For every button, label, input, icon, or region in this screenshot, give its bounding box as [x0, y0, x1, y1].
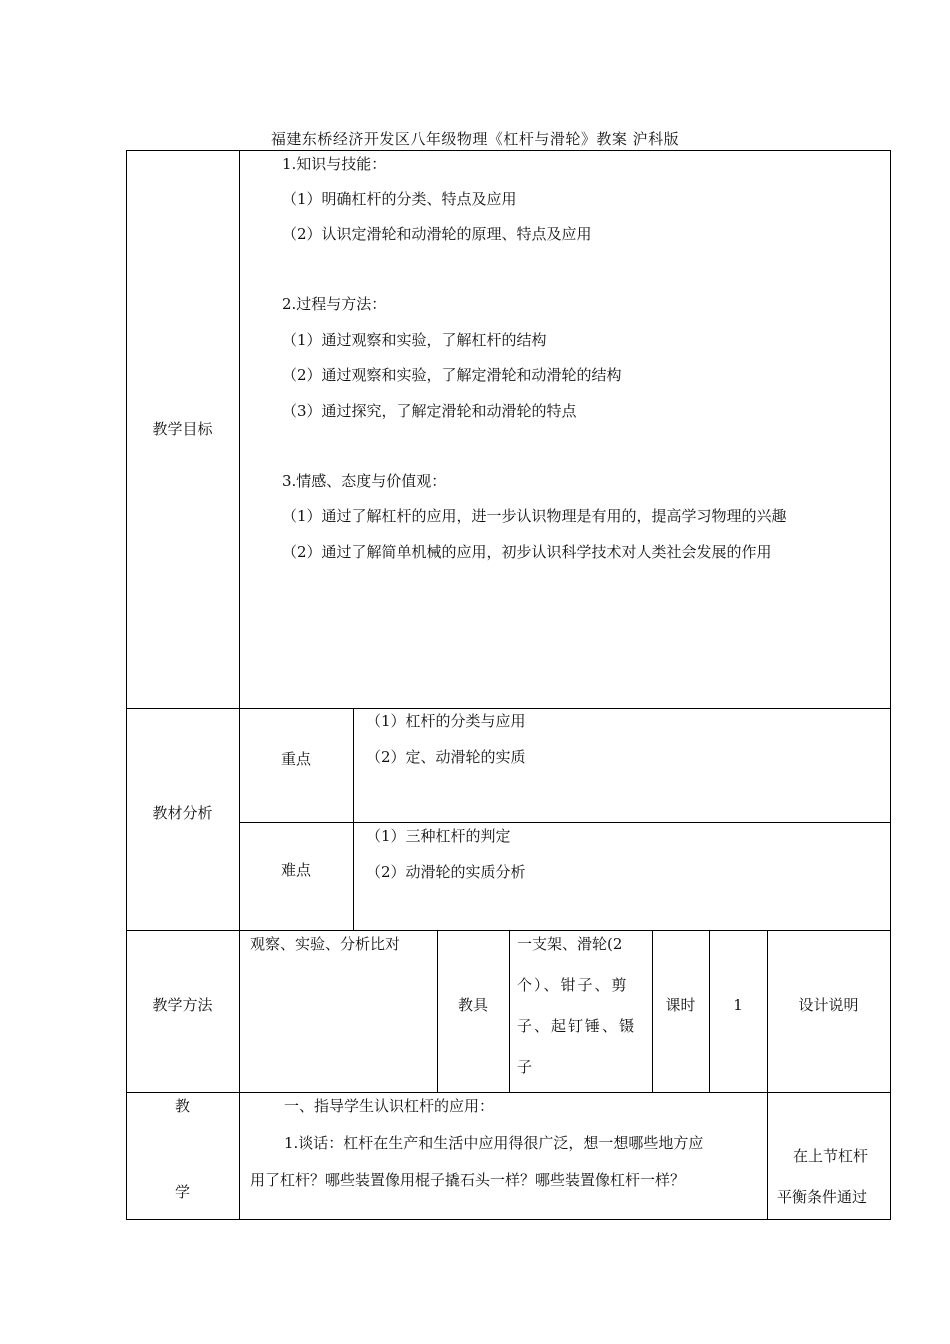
methods-label: 教学方法: [152, 996, 213, 1014]
hours-value: 1: [733, 996, 743, 1014]
process-line: 1.谈话：杠杆在生产和生活中应用得很广泛，想一想哪些地方应: [284, 1134, 704, 1152]
objective-line: 2.过程与方法：: [282, 295, 387, 313]
objective-line: 1.知识与技能：: [282, 155, 387, 173]
objective-line: （2）认识定滑轮和动滑轮的原理、特点及应用: [282, 225, 592, 243]
process-label-char: 学: [174, 1183, 190, 1201]
design-notes-label: 设计说明: [798, 996, 859, 1014]
tools-label: 教具: [457, 996, 488, 1014]
process-label-char: 教: [174, 1097, 190, 1115]
tools-line: 一支架、滑轮(2: [517, 935, 623, 953]
objective-line: （1）通过了解杠杆的应用，进一步认识物理是有用的，提高学习物理的兴趣: [282, 507, 787, 525]
tools-line: 子、起钉锤、镊: [517, 1017, 637, 1035]
analysis-label: 教材分析: [152, 804, 213, 822]
design-note-line: 在上节杠杆: [793, 1147, 869, 1165]
objective-line: （2）通过了解简单机械的应用，初步认识科学技术对人类社会发展的作用: [282, 543, 772, 561]
difficult-point: （2）动滑轮的实质分析: [366, 863, 526, 881]
methods-value: 观察、实验、分析比对: [250, 935, 401, 953]
objective-line: （2）通过观察和实验，了解定滑轮和动滑轮的结构: [282, 366, 622, 384]
objective-line: （3）通过探究，了解定滑轮和动滑轮的特点: [282, 402, 577, 420]
tools-line: 个）、钳子、剪: [517, 976, 629, 994]
difficult-point: （1）三种杠杆的判定: [366, 827, 511, 845]
difficult-points-label: 难点: [280, 861, 311, 879]
objective-line: 3.情感、态度与价值观：: [282, 472, 447, 490]
design-note-line: 平衡条件通过: [777, 1188, 868, 1206]
document-title: 福建东桥经济开发区八年级物理《杠杆与滑轮》教案 沪科版: [270, 130, 680, 148]
process-heading: 一、指导学生认识杠杆的应用：: [284, 1097, 495, 1115]
key-point: （2）定、动滑轮的实质: [366, 748, 526, 766]
process-line: 用了杠杆？哪些装置像用棍子撬石头一样？哪些装置像杠杆一样？: [250, 1171, 686, 1189]
hours-label: 课时: [665, 996, 696, 1014]
key-points-label: 重点: [280, 750, 311, 768]
objective-line: （1）通过观察和实验，了解杠杆的结构: [282, 331, 547, 349]
objective-line: （1）明确杠杆的分类、特点及应用: [282, 190, 517, 208]
objectives-label: 教学目标: [152, 420, 213, 438]
tools-line: 子: [517, 1058, 533, 1076]
key-point: （1）杠杆的分类与应用: [366, 712, 526, 730]
